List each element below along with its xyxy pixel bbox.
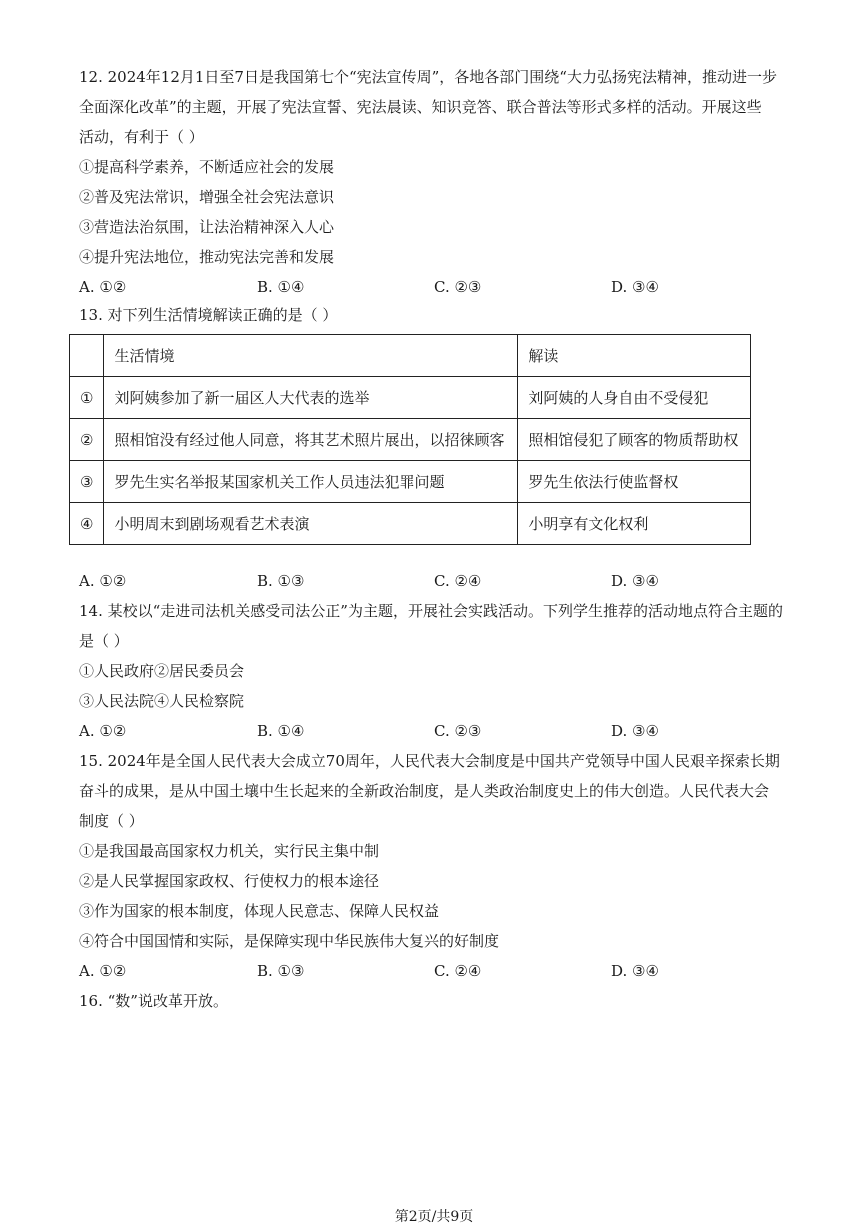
option-c: C. ②④ xyxy=(434,962,482,980)
table-cell-number: ④ xyxy=(70,503,104,545)
statement-item: ①人民政府②居民委员会 xyxy=(79,662,245,680)
option-d: D. ③④ xyxy=(611,962,659,980)
question-stem-line: 12. 2024年12月1日至7日是我国第七个“宪法宣传周”，各地各部门围绕“大力弘扬宪法精神，推动进一步 xyxy=(79,68,777,86)
table-cell-scenario: 小明周末到剧场观看艺术表演 xyxy=(104,503,518,545)
table-row xyxy=(70,377,751,419)
question-stem-line: 14. 某校以“走进司法机关感受司法公正”为主题，开展社会实践活动。下列学生推荐的活动地点符合主题的 xyxy=(79,602,783,620)
option-a: A. ①② xyxy=(79,278,127,296)
table-header-row xyxy=(70,335,751,377)
table-cell-number: ① xyxy=(70,377,104,419)
options-row-q15 xyxy=(79,956,795,986)
table-cell-scenario: 照相馆没有经过他人同意，将其艺术照片展出，以招徕顾客 xyxy=(104,419,518,461)
option-a: A. ①② xyxy=(79,962,127,980)
option-a: A. ①② xyxy=(79,572,127,590)
question-stem-line: 活动，有利于（ ） xyxy=(79,128,204,146)
question-16 xyxy=(79,986,795,1016)
question-12 xyxy=(79,62,795,272)
scenario-table xyxy=(69,334,751,545)
question-14 xyxy=(79,596,795,716)
table-row xyxy=(70,461,751,503)
table-cell-scenario: 刘阿姨参加了新一届区人大代表的选举 xyxy=(104,377,518,419)
table-cell-number: ③ xyxy=(70,461,104,503)
statement-item: ④提升宪法地位，推动宪法完善和发展 xyxy=(79,248,335,266)
option-c: C. ②③ xyxy=(434,722,482,740)
option-b: B. ①④ xyxy=(257,722,305,740)
table-header-cell xyxy=(70,335,104,377)
option-a: A. ①② xyxy=(79,722,127,740)
table-cell-interpretation: 小明享有文化权利 xyxy=(518,503,751,545)
option-c: C. ②④ xyxy=(434,572,482,590)
statement-item: ②是人民掌握国家政权、行使权力的根本途径 xyxy=(79,872,380,890)
options-row-q14 xyxy=(79,716,795,746)
question-stem-line: 制度（ ） xyxy=(79,812,144,830)
table-cell-interpretation: 刘阿姨的人身自由不受侵犯 xyxy=(518,377,751,419)
option-b: B. ①③ xyxy=(257,572,305,590)
page-number: 第2页/共9页 xyxy=(394,1209,474,1225)
question-stem-line: 13. 对下列生活情境解读正确的是（ ） xyxy=(79,306,338,324)
question-stem-line: 全面深化改革”的主题，开展了宪法宣誓、宪法晨读、知识竞答、联合普法等形式多样的活动。开展这些 xyxy=(79,98,762,116)
statement-item: ①是我国最高国家权力机关，实行民主集中制 xyxy=(79,842,380,860)
question-stem-line: 是（ ） xyxy=(79,632,129,650)
table-row xyxy=(70,419,751,461)
question-13 xyxy=(79,300,795,330)
options-row-q12 xyxy=(79,272,795,302)
statement-item: ④符合中国国情和实际，是保障实现中华民族伟大复兴的好制度 xyxy=(79,932,500,950)
option-d: D. ③④ xyxy=(611,722,659,740)
question-15 xyxy=(79,746,795,956)
statement-item: ①提高科学素养，不断适应社会的发展 xyxy=(79,158,335,176)
options-row-q13 xyxy=(79,566,795,596)
statement-item: ③人民法院④人民检察院 xyxy=(79,692,245,710)
table-cell-interpretation: 照相馆侵犯了顾客的物质帮助权 xyxy=(518,419,751,461)
question-stem-line: 奋斗的成果，是从中国土壤中生长起来的全新政治制度，是人类政治制度史上的伟大创造。人民代表大会 xyxy=(79,782,770,800)
statement-item: ②普及宪法常识，增强全社会宪法意识 xyxy=(79,188,335,206)
option-c: C. ②③ xyxy=(434,278,482,296)
option-b: B. ①④ xyxy=(257,278,305,296)
table-cell-scenario: 罗先生实名举报某国家机关工作人员违法犯罪问题 xyxy=(104,461,518,503)
statement-item: ③营造法治氛围，让法治精神深入人心 xyxy=(79,218,335,236)
table-cell-interpretation: 罗先生依法行使监督权 xyxy=(518,461,751,503)
option-b: B. ①③ xyxy=(257,962,305,980)
table-header-cell: 生活情境 xyxy=(104,335,518,377)
question-stem-line: 15. 2024年是全国人民代表大会成立70周年，人民代表大会制度是中国共产党领导中国人民艰辛探索长期 xyxy=(79,752,780,770)
table-cell-number: ② xyxy=(70,419,104,461)
table-row xyxy=(70,503,751,545)
statement-item: ③作为国家的根本制度，体现人民意志、保障人民权益 xyxy=(79,902,440,920)
question-stem-line: 16. “数”说改革开放。 xyxy=(79,992,228,1010)
option-d: D. ③④ xyxy=(611,572,659,590)
option-d: D. ③④ xyxy=(611,278,659,296)
table-header-cell: 解读 xyxy=(518,335,751,377)
